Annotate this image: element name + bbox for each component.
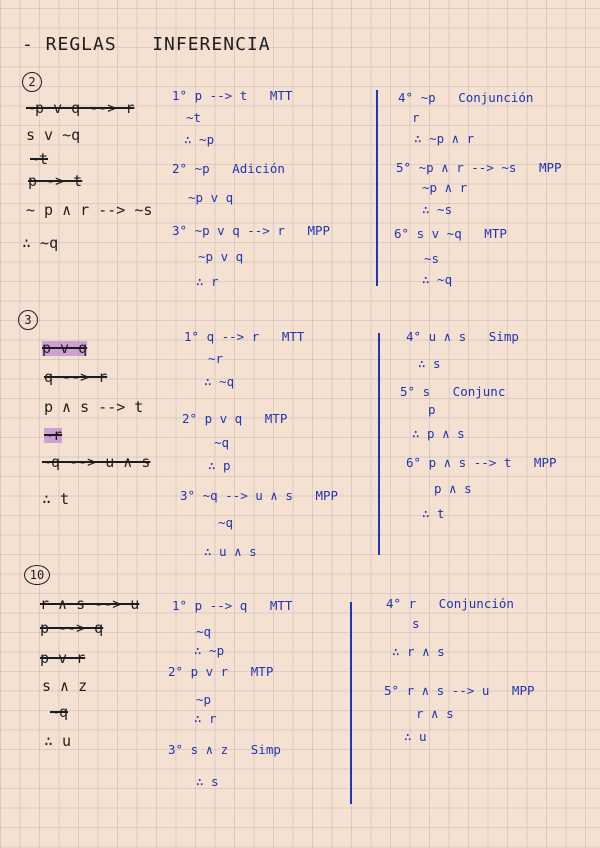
step-3-2a: ~q [214, 435, 230, 450]
step-3-1: 1° q --> r MTT [184, 329, 305, 344]
step-3-6b: ∴ t [422, 506, 445, 521]
step-10-1: 1° p --> q MTT [172, 598, 293, 613]
step-2-6a: ~s [424, 251, 440, 266]
step-10-3: 3° s ∧ z Simp [168, 742, 281, 757]
premise-2-5: ~ p ∧ r --> ~s [26, 201, 153, 219]
step-2-4a: r [412, 110, 420, 125]
step-2-5a: ~p ∧ r [422, 180, 468, 195]
step-3-5a: p [428, 402, 436, 417]
step-10-5b: ∴ u [404, 729, 427, 744]
step-10-2: 2° p v r MTP [168, 664, 274, 679]
column-divider-10 [350, 602, 352, 804]
step-10-2a: ~p [196, 692, 212, 707]
step-10-5: 5° r ∧ s --> u MPP [384, 683, 535, 698]
conclusion-2: ∴ ~q [22, 234, 59, 252]
premise-2-1: ~p v q --> r [26, 99, 135, 117]
premise-10-2: p --> q [40, 619, 104, 637]
step-2-1: 1° p --> t MTT [172, 88, 293, 103]
exercise-number-3: 3 [18, 310, 38, 330]
step-10-4a: s [412, 616, 420, 631]
column-divider-2 [376, 90, 378, 286]
premise-2-4: p -> t [28, 172, 83, 190]
step-2-3a: ~p v q [198, 249, 244, 264]
step-3-3: 3° ~q --> u ∧ s MPP [180, 488, 339, 503]
premise-10-3: p v r [40, 649, 86, 667]
step-10-5a: r ∧ s [416, 706, 454, 721]
premise-3-3: p ∧ s --> t [44, 398, 144, 416]
step-10-2b: ∴ r [194, 711, 217, 726]
conclusion-3: ∴ t [42, 490, 70, 508]
step-3-3b: ∴ u ∧ s [204, 544, 257, 559]
step-2-5b: ∴ ~s [422, 202, 453, 217]
step-2-1a: ~t [186, 110, 202, 125]
step-3-2b: ∴ p [208, 458, 231, 473]
premise-2-3: ~t [30, 150, 49, 168]
page-title: - REGLAS INFERENCIA [22, 34, 271, 55]
step-2-5: 5° ~p ∧ r --> ~s MPP [396, 160, 562, 175]
step-2-6: 6° s v ~q MTP [394, 226, 507, 241]
step-2-2a: ~p v q [188, 190, 234, 205]
step-10-4b: ∴ r ∧ s [392, 644, 445, 659]
premise-2-2: s v ~q [26, 126, 81, 144]
step-2-3: 3° ~p v q --> r MPP [172, 223, 331, 238]
step-10-1a: ~q [196, 624, 212, 639]
step-3-2: 2° p v q MTP [182, 411, 288, 426]
step-3-1a: ~r [208, 351, 224, 366]
premise-3-1: p v q [42, 339, 88, 357]
conclusion-10: ∴ u [44, 732, 72, 750]
step-3-5b: ∴ p ∧ s [412, 426, 465, 441]
premise-3-2: q --> r [44, 368, 108, 386]
step-2-2: 2° ~p Adición [172, 161, 285, 176]
step-3-1b: ∴ ~q [204, 374, 235, 389]
step-3-3a: ~q [218, 515, 234, 530]
premise-10-4: s ∧ z [42, 677, 88, 695]
step-3-4: 4° u ∧ s Simp [406, 329, 519, 344]
exercise-number-10: 10 [24, 565, 50, 585]
step-3-6a: p ∧ s [434, 481, 472, 496]
premise-10-5: ~q [50, 703, 69, 721]
step-2-4b: ∴ ~p ∧ r [414, 131, 475, 146]
step-10-4: 4° r Conjunción [386, 596, 514, 611]
step-2-6b: ∴ ~q [422, 272, 453, 287]
step-10-3a: ∴ s [196, 774, 219, 789]
step-3-4a: ∴ s [418, 356, 441, 371]
exercise-number-2: 2 [22, 72, 42, 92]
step-2-3b: ∴ r [196, 274, 219, 289]
premise-10-1: r ∧ s --> u [40, 595, 140, 613]
step-3-6: 6° p ∧ s --> t MPP [406, 455, 557, 470]
premise-3-4: ~r [44, 426, 63, 444]
column-divider-3 [378, 333, 380, 555]
step-2-4: 4° ~p Conjunción [398, 90, 534, 105]
step-10-1b: ∴ ~p [194, 643, 225, 658]
premise-3-5: ~q --> u ∧ s [42, 453, 151, 471]
step-2-1b: ∴ ~p [184, 132, 215, 147]
step-3-5: 5° s Conjunc [400, 384, 506, 399]
